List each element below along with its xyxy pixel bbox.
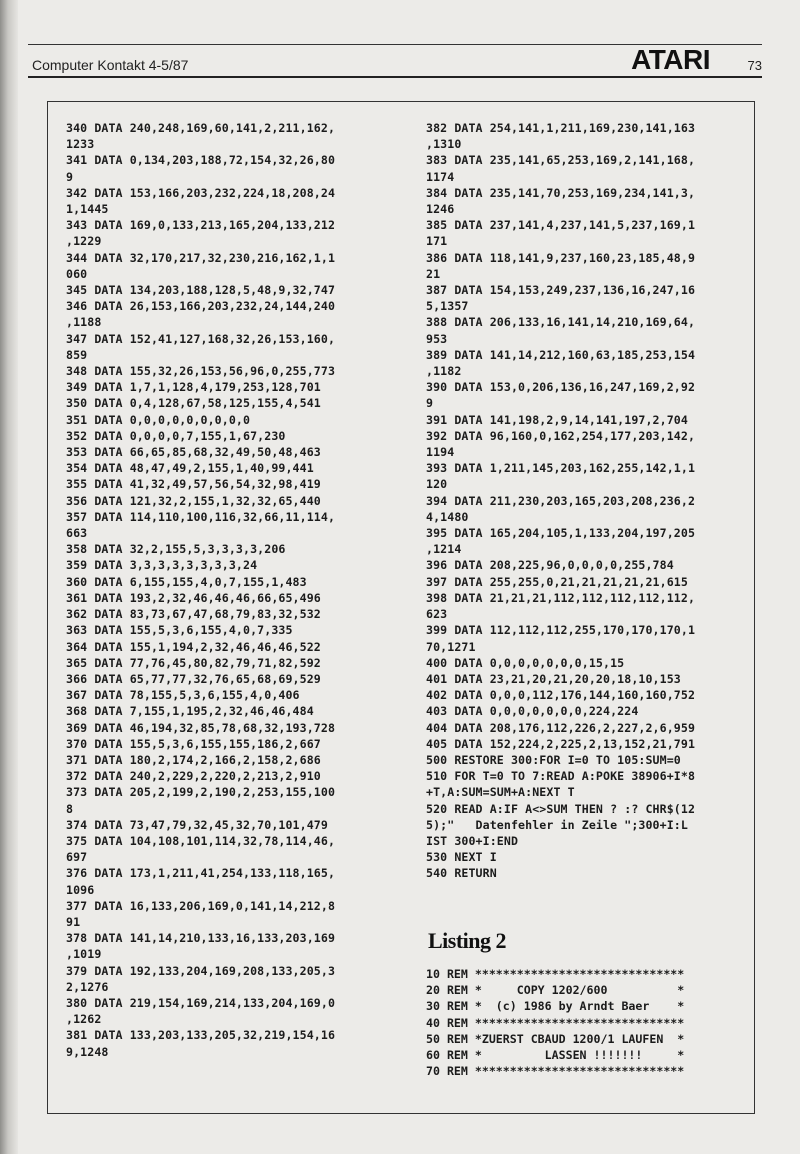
code-line: 50 REM *ZUERST CBAUD 1200/1 LAUFEN *: [426, 1031, 685, 1046]
code-line: 349 DATA 1,7,1,128,4,179,253,128,701: [66, 380, 321, 395]
code-line: 366 DATA 65,77,77,32,76,65,68,69,529: [66, 671, 321, 686]
code-line: 395 DATA 165,204,105,1,133,204,197,205: [426, 526, 696, 541]
code-line: 1194: [426, 445, 455, 460]
code-line: 361 DATA 193,2,32,46,46,46,66,65,496: [66, 590, 321, 605]
code-line: 373 DATA 205,2,199,2,190,2,253,155,100: [66, 785, 336, 800]
code-line: 347 DATA 152,41,127,168,32,26,153,160,: [66, 331, 336, 346]
code-line: 388 DATA 206,133,16,141,14,210,169,64,: [426, 315, 696, 330]
listing-column-right: [426, 120, 746, 882]
code-line: ,1188: [66, 315, 102, 330]
code-line: 393 DATA 1,211,145,203,162,255,142,1,1: [426, 461, 696, 476]
code-line: 351 DATA 0,0,0,0,0,0,0,0,0: [66, 412, 251, 427]
code-line: 365 DATA 77,76,45,80,82,79,71,82,592: [66, 655, 321, 670]
code-line: 372 DATA 240,2,229,2,220,2,213,2,910: [66, 769, 321, 784]
code-line: 623: [426, 607, 448, 622]
code-line: 380 DATA 219,154,169,214,133,204,169,0: [66, 995, 336, 1010]
code-line: 399 DATA 112,112,112,255,170,170,170,1: [426, 623, 696, 638]
code-line: 500 RESTORE 300:FOR I=0 TO 105:SUM=0: [426, 752, 681, 767]
code-line: 404 DATA 208,176,112,226,2,227,2,6,959: [426, 720, 696, 735]
code-line: 371 DATA 180,2,174,2,166,2,158,2,686: [66, 752, 321, 767]
code-line: 348 DATA 155,32,26,153,56,96,0,255,773: [66, 364, 336, 379]
code-line: 10 REM ******************************: [426, 967, 685, 981]
code-line: 353 DATA 66,65,85,68,32,49,50,48,463: [66, 445, 321, 460]
code-line: 9: [426, 396, 434, 411]
code-line: 343 DATA 169,0,133,213,165,204,133,212: [66, 218, 336, 233]
code-line: 5,1357: [426, 299, 469, 314]
code-line: 368 DATA 7,155,1,195,2,32,46,46,484: [66, 704, 314, 719]
code-line: 1233: [66, 137, 95, 152]
code-line: ,1310: [426, 137, 462, 152]
code-line: 400 DATA 0,0,0,0,0,0,0,15,15: [426, 655, 625, 670]
code-line: ,1214: [426, 542, 462, 557]
code-line: 352 DATA 0,0,0,0,7,155,1,67,230: [66, 428, 286, 443]
code-line: 5);" Datenfehler in Zeile ";300+I:L: [426, 817, 688, 832]
code-line: 369 DATA 46,194,32,85,78,68,32,193,728: [66, 720, 336, 735]
code-line: 405 DATA 152,224,2,225,2,13,152,21,791: [426, 736, 696, 751]
code-line: 171: [426, 234, 448, 249]
code-line: 387 DATA 154,153,249,237,136,16,247,16: [426, 283, 696, 298]
code-line: 344 DATA 32,170,217,32,230,216,162,1,1: [66, 250, 336, 265]
code-line: 859: [66, 347, 88, 362]
code-line: 342 DATA 153,166,203,232,224,18,208,24: [66, 185, 336, 200]
code-line: 70 REM ******************************: [426, 1064, 685, 1079]
code-line: ,1019: [66, 947, 102, 962]
code-line: 60 REM * LASSEN !!!!!!! *: [426, 1048, 685, 1063]
code-line: 381 DATA 133,203,133,205,32,219,154,16: [66, 1028, 336, 1043]
code-line: 396 DATA 208,225,96,0,0,0,0,255,784: [426, 558, 674, 573]
code-line: 385 DATA 237,141,4,237,141,5,237,169,1: [426, 218, 696, 233]
code-line: IST 300+I:END: [426, 833, 519, 848]
code-line: +T,A:SUM=SUM+A:NEXT T: [426, 785, 575, 800]
listing-2-heading: Listing 2: [428, 928, 507, 953]
code-line: 350 DATA 0,4,128,67,58,125,155,4,541: [66, 396, 321, 411]
code-line: 378 DATA 141,14,210,133,16,133,203,169: [66, 931, 336, 946]
listing-column-left: [66, 120, 396, 1060]
code-line: 9,1248: [66, 1044, 109, 1059]
code-line: 397 DATA 255,255,0,21,21,21,21,21,615: [426, 574, 688, 589]
code-line: 367 DATA 78,155,5,3,6,155,4,0,406: [66, 688, 300, 703]
code-line: 363 DATA 155,5,3,6,155,4,0,7,335: [66, 623, 293, 638]
code-line: 341 DATA 0,134,203,188,72,154,32,26,80: [66, 153, 336, 168]
code-line: 357 DATA 114,110,100,116,32,66,11,114,: [66, 509, 336, 524]
page-header: [28, 38, 762, 78]
code-line: 1174: [426, 169, 455, 184]
code-line: 20 REM * COPY 1202/600 *: [426, 983, 685, 998]
code-line: 510 FOR T=0 TO 7:READ A:POKE 38906+I*8: [426, 769, 696, 784]
code-line: 8: [66, 801, 74, 816]
code-line: 391 DATA 141,198,2,9,14,141,197,2,704: [426, 412, 688, 427]
code-line: 359 DATA 3,3,3,3,3,3,3,3,24: [66, 558, 258, 573]
code-line: 392 DATA 96,160,0,162,254,177,203,142,: [426, 428, 696, 443]
code-line: 375 DATA 104,108,101,114,32,78,114,46,: [66, 833, 336, 848]
magazine-title: Computer Kontakt 4-5/87: [32, 57, 189, 73]
code-line: 386 DATA 118,141,9,237,160,23,185,48,9: [426, 250, 696, 265]
code-line: 4,1480: [426, 509, 469, 524]
code-line: 40 REM ******************************: [426, 1015, 685, 1030]
code-line: 355 DATA 41,32,49,57,56,54,32,98,419: [66, 477, 321, 492]
code-line: 1,1445: [66, 202, 109, 217]
listing-2-code: [426, 966, 684, 1079]
code-line: 540 RETURN: [426, 866, 497, 881]
code-line: 953: [426, 331, 448, 346]
code-line: 384 DATA 235,141,70,253,169,234,141,3,: [426, 185, 696, 200]
code-line: 383 DATA 235,141,65,253,169,2,141,168,: [426, 153, 696, 168]
code-line: 362 DATA 83,73,67,47,68,79,83,32,532: [66, 607, 321, 622]
header-rule-bottom: [28, 76, 762, 78]
book-spine-shadow: [0, 0, 18, 1154]
code-line: 91: [66, 914, 81, 929]
code-line: 360 DATA 6,155,155,4,0,7,155,1,483: [66, 574, 307, 589]
code-line: 356 DATA 121,32,2,155,1,32,32,65,440: [66, 493, 321, 508]
code-line: 060: [66, 266, 88, 281]
page-number: 73: [747, 58, 762, 73]
code-line: 697: [66, 850, 88, 865]
code-line: 120: [426, 477, 448, 492]
code-line: 2,1276: [66, 979, 109, 994]
code-line: 21: [426, 266, 441, 281]
code-line: ,1262: [66, 1012, 102, 1027]
code-line: 358 DATA 32,2,155,5,3,3,3,3,206: [66, 542, 286, 557]
code-line: 354 DATA 48,47,49,2,155,1,40,99,441: [66, 461, 314, 476]
code-line: 370 DATA 155,5,3,6,155,155,186,2,667: [66, 736, 321, 751]
code-line: 398 DATA 21,21,21,112,112,112,112,112,: [426, 590, 696, 605]
code-line: 345 DATA 134,203,188,128,5,48,9,32,747: [66, 283, 336, 298]
code-line: 379 DATA 192,133,204,169,208,133,205,3: [66, 963, 336, 978]
section-brand: ATARI: [631, 44, 710, 75]
code-line: 1246: [426, 202, 455, 217]
code-line: 402 DATA 0,0,0,112,176,144,160,160,752: [426, 688, 696, 703]
code-line: 389 DATA 141,14,212,160,63,185,253,154: [426, 347, 696, 362]
code-line: 377 DATA 16,133,206,169,0,141,14,212,8: [66, 898, 336, 913]
code-line: 530 NEXT I: [426, 850, 497, 865]
code-line: 663: [66, 526, 88, 541]
code-line: 390 DATA 153,0,206,136,16,247,169,2,92: [426, 380, 696, 395]
code-line: 340 DATA 240,248,169,60,141,2,211,162,: [66, 121, 336, 135]
code-line: 9: [66, 169, 74, 184]
code-line: 401 DATA 23,21,20,21,20,20,18,10,153: [426, 671, 681, 686]
code-line: ,1229: [66, 234, 102, 249]
code-line: 374 DATA 73,47,79,32,45,32,70,101,479: [66, 817, 328, 832]
code-line: 364 DATA 155,1,194,2,32,46,46,46,522: [66, 639, 321, 654]
code-line: 403 DATA 0,0,0,0,0,0,0,224,224: [426, 704, 639, 719]
code-line: 520 READ A:IF A<>SUM THEN ? :? CHR$(12: [426, 801, 696, 816]
code-line: 376 DATA 173,1,211,41,254,133,118,165,: [66, 866, 336, 881]
code-line: 70,1271: [426, 639, 476, 654]
code-line: ,1182: [426, 364, 462, 379]
code-line: 394 DATA 211,230,203,165,203,208,236,2: [426, 493, 696, 508]
code-line: 382 DATA 254,141,1,211,169,230,141,163: [426, 121, 696, 135]
code-line: 30 REM * (c) 1986 by Arndt Baer *: [426, 999, 685, 1014]
code-line: 346 DATA 26,153,166,203,232,24,144,240: [66, 299, 336, 314]
code-line: 1096: [66, 882, 95, 897]
